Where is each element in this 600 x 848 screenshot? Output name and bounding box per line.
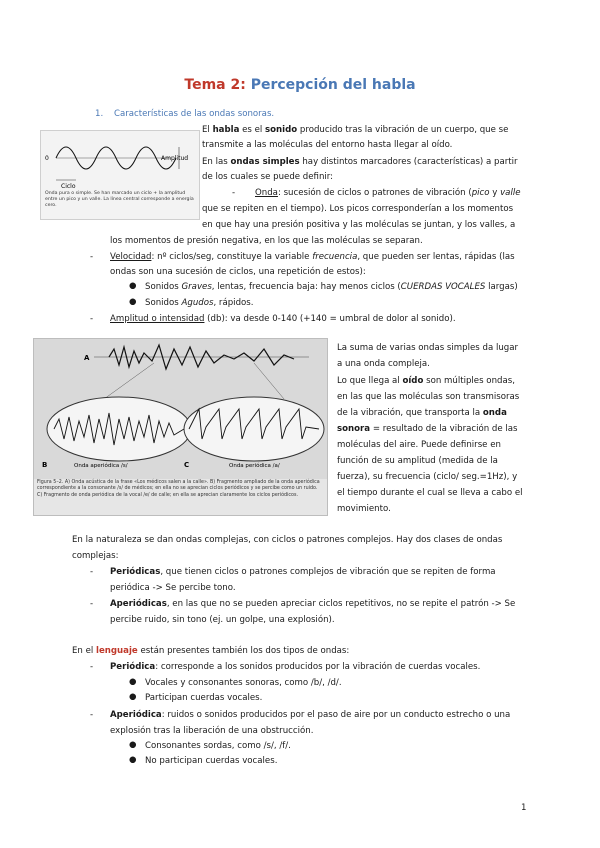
aperiodica-bullet1: Consonantes sordas, como /s/, /f/. (145, 741, 291, 751)
velocidad-graves (145, 280, 518, 294)
para2-line5 (337, 406, 507, 420)
amplitud-label: Amplitud o intensidad (110, 314, 205, 324)
text: , rápidos. (213, 298, 254, 308)
onda-line1 (255, 186, 527, 200)
bold-onda: onda (482, 408, 507, 418)
velocidad-label: Velocidad (110, 252, 152, 262)
bold-periodica: Periódica (110, 662, 156, 672)
para3-line1: En la naturaleza se dan ondas complejas, con ciclos o patrones complejos. Hay dos clases de ondas (72, 535, 503, 545)
italic-pico: pico (471, 188, 490, 198)
velocidad-agudos (145, 296, 254, 310)
periodicas-line1 (110, 565, 496, 579)
periodica-bullet2: Participan cuerdas vocales. (145, 693, 263, 703)
text: y (489, 188, 501, 198)
section-title: Características de las ondas sonoras. (113, 109, 275, 119)
text: En el (72, 646, 97, 656)
text: En las (202, 157, 231, 167)
label-aperiodica: Onda aperiódica /s/ (74, 463, 128, 469)
page-number: 1 (521, 803, 527, 813)
text: : corresponde a los sonidos producidos por la vibración de cuerdas vocales. (155, 662, 481, 672)
bullet-icon: ● (129, 692, 137, 702)
title-prefix: Tema 2: (184, 77, 246, 93)
para4-line1 (72, 644, 349, 658)
velocidad-line2: ondas son una sucesión de ciclos, una repetición de estos): (110, 267, 366, 277)
figure1-caption: Onda pura o simple. Se han marcado un ciclo + la amplitud entre un pico y un valle. La línea central corresponde a energía cero. (45, 191, 194, 208)
periodica-dash: - (90, 662, 94, 672)
aperiodica-line2: explosión tras la liberación de una obstrucción. (110, 726, 314, 736)
text: Sonidos (145, 282, 182, 292)
text: : sucesión de ciclos o patrones de vibración ( (277, 188, 472, 198)
label-a: A (84, 354, 90, 362)
para1-line4: de los cuales se puede definir: (202, 172, 334, 182)
text: , que tienen ciclos o patrones complejos de vibración que se repiten de forma (160, 567, 496, 577)
text: hay distintos marcadores (características) a partir (299, 157, 518, 167)
text: : ruidos o sonidos producidos por el paso de aire por un conducto estrecho o una (161, 710, 511, 720)
aperiodica-dash: - (90, 710, 94, 720)
periodicas-line2: periódica -> Se percibe tono. (110, 583, 236, 593)
aperiodicas-line2: percibe ruido, sin tono (ej. un golpe, una explosión). (110, 615, 335, 625)
bold-ondas-simples: ondas simples (230, 157, 300, 167)
para1-line2: transmite a las moléculas del entorno hasta llegar al oído. (202, 140, 453, 150)
periodica-bullet1: Vocales y consonantes sonoras, como /b/, /d/. (145, 678, 342, 688)
para2-line10: el tiempo durante el cual se lleva a cabo el (337, 488, 523, 498)
figure2-caption: Figura 5–2. A) Onda acústica de la frase «Los médicos salen a la calle». B) Fragmento ampliado de la onda aperiódica correspondiente a la consonante /s/ de médicos; en ella no se aprecian ciclos periódicos y se percibe como un ruido. C) Fragmento de onda periódica de la vocal /e/ de calle; en ella se aprecian claramente los ciclos periódicos. (37, 480, 320, 498)
zero-label: 0 (45, 155, 49, 162)
onda-line4: los momentos de presión negativa, en los que las moléculas se separan. (110, 236, 423, 246)
bold-oido: oído (402, 376, 424, 386)
para2-line2: a una onda compleja. (337, 359, 430, 369)
para2-line9: fuerza), su frecuencia (ciclo/ seg.=1Hz), y (337, 472, 518, 482)
velocidad-line1 (110, 250, 515, 264)
amplitude-label: Amplitud (161, 155, 189, 162)
bullet-icon: ● (129, 755, 137, 765)
periodica-line (110, 660, 480, 674)
text: producido tras la vibración de un cuerpo, que se (297, 125, 509, 135)
bold-sonora: sonora (337, 424, 371, 434)
text: son múltiples ondas, (423, 376, 515, 386)
text: es el (239, 125, 266, 135)
amplitud-dash: - (90, 314, 94, 324)
onda-line2: que se repiten en el tiempo). Los picos corresponderían a los momentos (202, 204, 514, 214)
bold-periodicas: Periódicas (110, 567, 161, 577)
periodicas-dash: - (90, 567, 94, 577)
para2-line4: en las que las moléculas son transmisoras (337, 392, 520, 402)
onda-label: Onda (255, 188, 278, 198)
para2-line1: La suma de varias ondas simples da lugar (337, 343, 519, 353)
para2-line6 (337, 422, 518, 436)
aperiodicas-dash: - (90, 599, 94, 609)
para1-line1 (202, 123, 527, 137)
section-heading (95, 109, 274, 119)
text: Sonidos (145, 298, 182, 308)
text: = resultado de la vibración de las (370, 424, 518, 434)
text: (db): va desde 0-140 (+140 = umbral de dolor al sonido). (204, 314, 456, 324)
label-c: C (184, 461, 190, 469)
label-b: B (42, 461, 48, 469)
bullet-icon: ● (129, 281, 137, 291)
para2-line11: movimiento. (337, 504, 391, 514)
section-number: 1. (95, 109, 104, 119)
bullet-icon: ● (129, 677, 137, 687)
aperiodicas-line1 (110, 597, 515, 611)
aperiodica-bullet2: No participan cuerdas vocales. (145, 756, 278, 766)
text: están presentes también los dos tipos de ondas: (137, 646, 350, 656)
lenguaje-highlight: lenguaje (96, 646, 138, 656)
bold-aperiodicas: Aperiódicas (110, 599, 167, 609)
title-main: Percepción del habla (250, 77, 416, 93)
figure-simple-wave (40, 130, 200, 220)
italic-agudos: Agudos (181, 298, 214, 308)
para2-line3 (337, 374, 515, 388)
onda-dash: - (232, 188, 236, 198)
italic-valle: valle (500, 188, 521, 198)
text: : nº ciclos/seg, constituye la variable (151, 252, 313, 262)
text: de la vibración, que transporta la (337, 408, 483, 418)
text: El (202, 125, 213, 135)
figure-waveforms (33, 338, 328, 516)
text: largas) (485, 282, 518, 292)
para2-line8: función de su amplitud (medida de la (337, 456, 498, 466)
aperiodica-line1 (110, 708, 510, 722)
italic-cuerdas: CUERDAS VOCALES (400, 282, 486, 292)
page-title (0, 77, 600, 93)
bullet-icon: ● (129, 297, 137, 307)
para3-line2: complejas: (72, 551, 119, 561)
velocidad-dash: - (90, 252, 94, 262)
ellipse-b (47, 397, 191, 461)
onda-line3: en que hay una presión positiva y las moléculas se juntan, y los valles, a (202, 220, 516, 230)
label-periodica: Onda periódica /a/ (229, 463, 280, 469)
text: Lo que llega al (337, 376, 403, 386)
bullet-icon: ● (129, 740, 137, 750)
text: , que pueden ser lentas, rápidas (las (357, 252, 515, 262)
cycle-label: Ciclo (61, 183, 76, 190)
text: , lentas, frecuencia baja: hay menos ciclos ( (211, 282, 401, 292)
bold-aperiodica: Aperiódica (110, 710, 162, 720)
para1-line3 (202, 155, 527, 169)
amplitud-line (110, 312, 456, 326)
bold-habla: habla (212, 125, 240, 135)
bold-sonido: sonido (265, 125, 298, 135)
italic-frecuencia: frecuencia (312, 252, 358, 262)
para2-line7: moléculas del aire. Puede definirse en (337, 440, 501, 450)
italic-graves: Graves (181, 282, 212, 292)
text: , en las que no se pueden apreciar ciclos repetitivos, no se repite el patrón -> Se (166, 599, 516, 609)
